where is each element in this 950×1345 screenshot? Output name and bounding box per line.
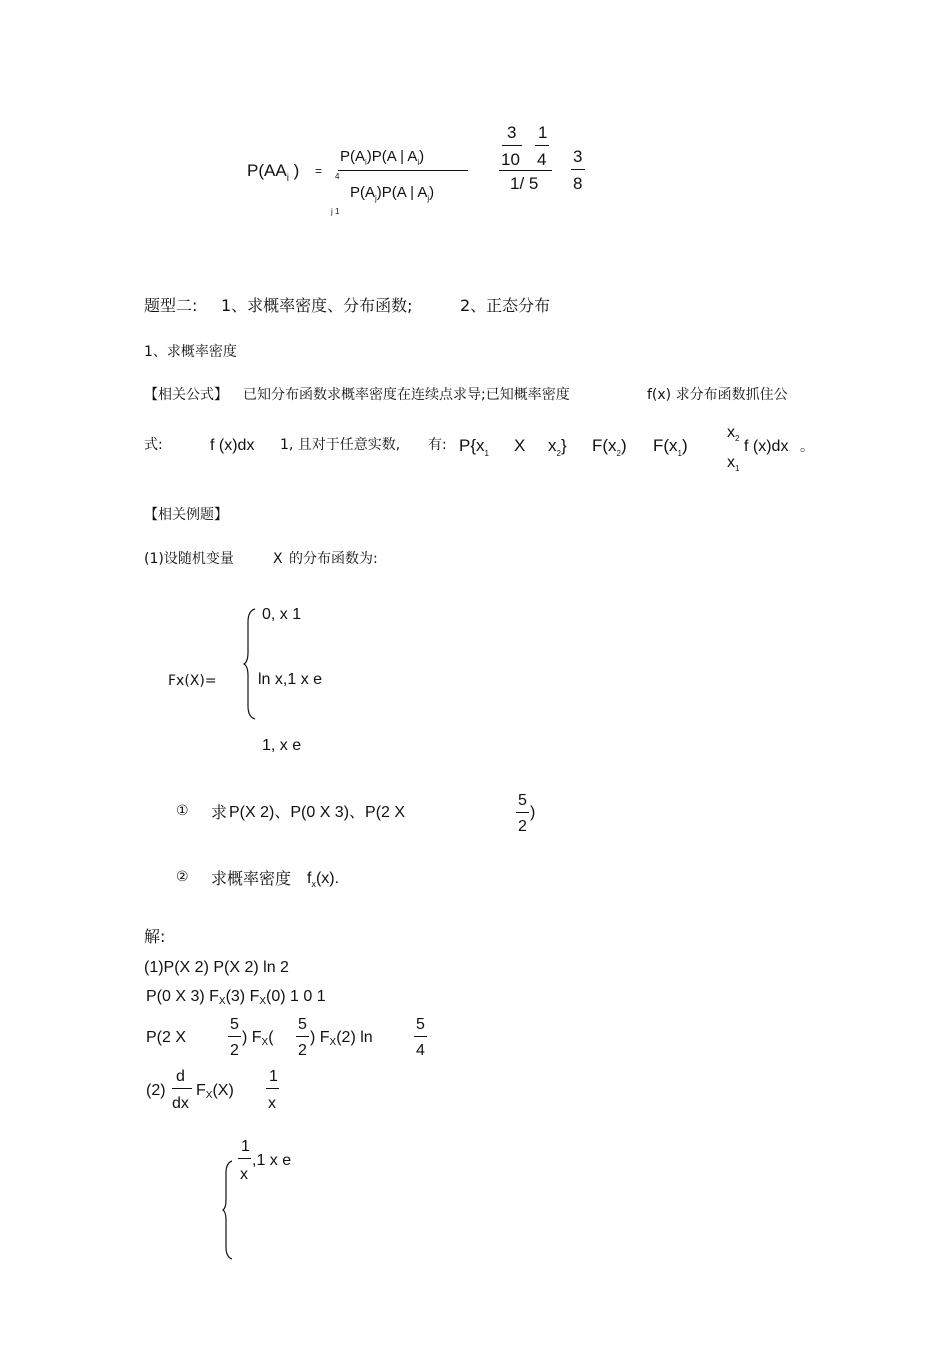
- sum-lower: j 1: [331, 207, 340, 216]
- sum-upper: 4: [335, 172, 340, 181]
- s3-frac1-den: 2: [230, 1042, 239, 1059]
- line2-X: X: [514, 436, 526, 455]
- line2-you: 有:: [428, 437, 447, 453]
- s4-frac-den: x: [268, 1095, 276, 1112]
- frac2-den: 4: [537, 150, 547, 169]
- frac2-num: 1: [538, 123, 548, 142]
- bayes-lhs: $P(AA_i$ ): [247, 161, 300, 184]
- s3-prob: P(2 X: [146, 1029, 187, 1046]
- title-part-a: 题型二:: [144, 296, 198, 315]
- formula-text: 已知分布函数求概率密度在连续点求导;已知概率密度: [243, 387, 570, 403]
- density-frac-num: 1: [241, 1138, 250, 1155]
- line2-text: 1, 且对于任意实数,: [280, 437, 401, 453]
- s4-d-den: dx: [172, 1095, 189, 1112]
- s3-F: ) FX(: [242, 1029, 274, 1048]
- frac1-bar: [502, 145, 522, 146]
- density-frac-den: x: [240, 1166, 248, 1183]
- result-num: 3: [573, 147, 583, 166]
- s3-frac1-num: 5: [230, 1016, 239, 1033]
- line2-prefix: 式:: [144, 437, 163, 453]
- s3-frac2-bar: [296, 1036, 309, 1037]
- s4-d-bar: [172, 1088, 192, 1089]
- example-heading: 【相关例题】: [144, 507, 228, 523]
- left-brace-icon: [222, 1160, 234, 1260]
- left-brace-icon: [243, 608, 257, 720]
- bayes-fraction-bar: [338, 170, 468, 171]
- task1-frac-num: 5: [518, 792, 527, 809]
- task1-frac-bar: [516, 812, 529, 813]
- s3-frac2-num: 5: [298, 1016, 307, 1033]
- piecewise-row-3: 1, x e: [262, 737, 302, 754]
- line2-integral: f (x)dx: [210, 437, 255, 454]
- frac1-num: 3: [507, 123, 517, 142]
- integral-lower: $x_1$: [727, 454, 740, 473]
- subheading-density: 1、求概率密度: [144, 344, 237, 360]
- result-den: 8: [573, 174, 583, 193]
- task2-fx: $f_x(x)$.: [307, 870, 340, 889]
- density-frac-bar: [238, 1158, 251, 1159]
- task2-text: 求概率密度: [211, 869, 292, 888]
- solution-line-2: P(0 X 3) FX(3) FX(0) 1 0 1: [146, 988, 326, 1007]
- title-part-b: 1、求概率密度、分布函数;: [221, 296, 413, 315]
- s4-frac-num: 1: [269, 1068, 278, 1085]
- bayes-numerator: $P(A_i)P(A$ | $A_i$): [340, 148, 425, 167]
- q1-X: X: [273, 551, 283, 567]
- density-row-1: ,1 x e: [252, 1152, 292, 1169]
- s3-frac3-num: 5: [416, 1016, 425, 1033]
- formula-fx: f(x) 求分布函数抓住公: [647, 387, 788, 403]
- piecewise-row-2: ln x,1 x e: [258, 671, 323, 688]
- circled-1: ①: [176, 803, 189, 819]
- s3-frac1-bar: [228, 1036, 241, 1037]
- task1-qiu: 求: [211, 803, 228, 822]
- task1-close: ): [530, 804, 536, 821]
- task1-frac-den: 2: [518, 818, 527, 835]
- integral-upper: $x_2$: [727, 424, 740, 443]
- solution-heading: 解:: [144, 927, 166, 946]
- s3-frac3-den: 4: [416, 1042, 425, 1059]
- circled-2: ②: [176, 869, 189, 885]
- bayes-equals: =: [315, 164, 323, 178]
- bayes-denominator: $P(A_j)P(A$ | $A_j$): [350, 184, 435, 203]
- s4-frac-bar: [266, 1088, 279, 1089]
- line2-prob: $P\{x_1$: [459, 436, 489, 458]
- title-part-c: 2、正态分布: [460, 296, 551, 315]
- piecewise-label: Fx(X)=: [168, 673, 217, 689]
- integral-end: 。: [800, 439, 814, 455]
- frac2-bar: [535, 145, 549, 146]
- s4-d-num: d: [176, 1068, 185, 1085]
- whole-den: 1/ 5: [510, 174, 539, 193]
- s4-F: FX(X): [196, 1082, 234, 1101]
- result-bar: [571, 169, 585, 170]
- line2-x2: $x_2$}: [548, 436, 567, 458]
- line2-F1: $F(x_1)$: [653, 436, 688, 458]
- piecewise-row-1: 0, x 1: [262, 606, 302, 623]
- task1-expr: P(X 2)、P(0 X 3)、P(2 X: [229, 804, 406, 821]
- solution-line-1: (1)P(X 2) P(X 2) ln 2: [144, 959, 289, 976]
- s3-frac3-bar: [414, 1036, 427, 1037]
- q1-text: (1)设随机变量: [144, 551, 234, 567]
- s4-label: (2): [146, 1082, 166, 1099]
- s3-F2: ) FX(2) ln: [310, 1029, 373, 1048]
- frac1-den: 10: [501, 150, 520, 169]
- big-bar: [499, 170, 552, 171]
- integral-body: f (x)dx: [744, 438, 789, 455]
- q1-rest: 的分布函数为:: [289, 551, 378, 567]
- s3-frac2-den: 2: [298, 1042, 307, 1059]
- formula-heading: 【相关公式】: [144, 387, 228, 403]
- line2-F2: $F(x_2)$: [592, 436, 627, 458]
